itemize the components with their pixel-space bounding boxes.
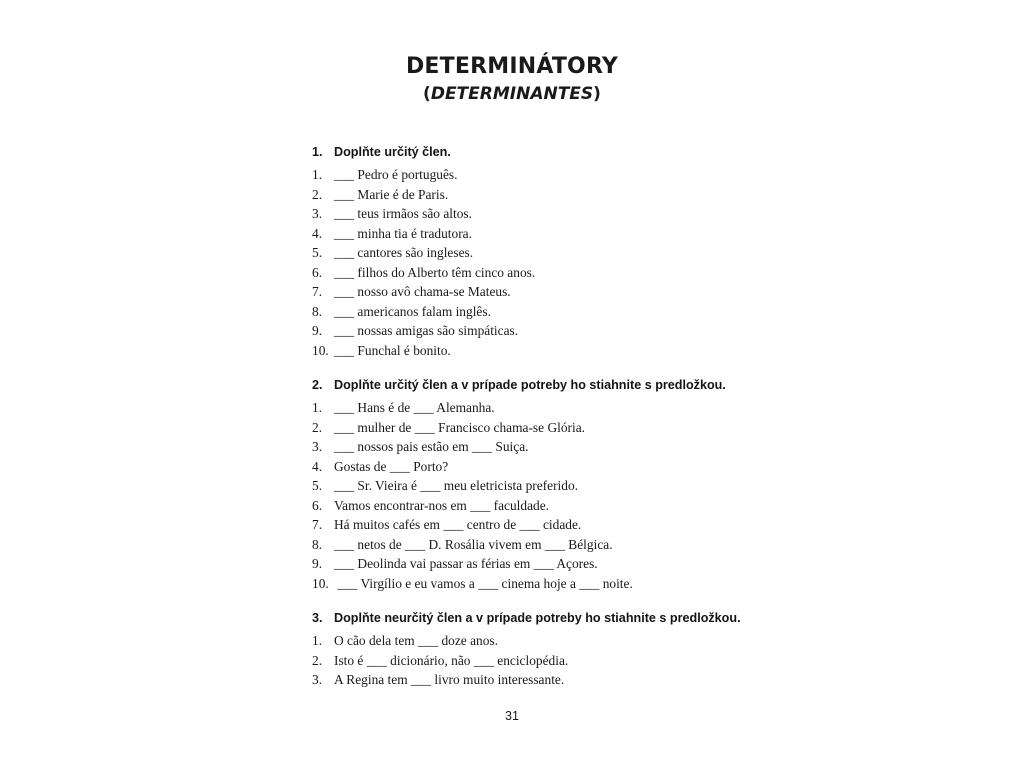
exercise-item	[312, 476, 792, 496]
item-number: 3.	[312, 439, 323, 454]
subtitle-close-paren: )	[593, 84, 601, 104]
item-text: O cão dela tem ___ doze anos.	[334, 633, 498, 648]
exercise-instruction: Doplňte neurčitý člen a v prípade potreby ho stiahnite s predložkou.	[334, 611, 741, 625]
exercise-item	[312, 398, 792, 418]
exercise-section	[312, 374, 792, 593]
exercise-heading	[312, 607, 792, 631]
exercise-list	[312, 631, 792, 690]
item-number: 9.	[312, 556, 323, 571]
exercise-heading	[312, 141, 792, 165]
exercise-item	[312, 554, 792, 574]
exercise-number: 1.	[312, 145, 323, 159]
item-number: 5.	[312, 245, 323, 260]
item-text: ___ mulher de ___ Francisco chama-se Glória.	[334, 419, 585, 435]
exercise-item	[312, 282, 792, 302]
exercise-number: 2.	[312, 378, 323, 392]
exercise-list	[312, 165, 792, 360]
page-title: DETERMINÁTORY	[405, 54, 619, 79]
exercise-number: 3.	[312, 611, 323, 625]
item-number: 9.	[312, 323, 323, 338]
exercise-section	[312, 607, 792, 690]
item-text: ___ Hans é de ___ Alemanha.	[334, 400, 495, 415]
item-number: 2.	[312, 186, 323, 202]
subtitle-open-paren: (	[423, 84, 431, 104]
exercise-item	[312, 515, 792, 535]
item-text: ___ Pedro é português.	[334, 167, 458, 182]
subtitle-text: DETERMINANTES	[430, 84, 594, 104]
item-number: 7.	[312, 284, 323, 299]
item-text: ___ Sr. Vieira é ___ meu eletricista preferido.	[334, 478, 578, 493]
item-text: ___ Virgílio e eu vamos a ___ cinema hoje a ___ noite.	[334, 575, 633, 591]
item-number: 1.	[312, 633, 323, 648]
item-number: 7.	[312, 517, 323, 532]
exercise-item	[312, 185, 792, 205]
item-number: 4.	[312, 225, 323, 241]
item-text: ___ americanos falam inglês.	[334, 303, 491, 319]
item-number: 6.	[312, 264, 323, 280]
exercise-item	[312, 165, 792, 185]
item-number: 3.	[312, 672, 323, 687]
exercise-instruction: Doplňte určitý člen a v prípade potreby ho stiahnite s predložkou.	[334, 378, 726, 392]
exercise-item	[312, 321, 792, 341]
item-number: 2.	[312, 652, 323, 668]
exercise-item	[312, 631, 792, 651]
exercise-item	[312, 302, 792, 322]
exercise-content	[312, 141, 792, 690]
item-text: Gostas de ___ Porto?	[334, 458, 449, 474]
item-text: ___ teus irmãos são altos.	[334, 206, 472, 221]
page-number: 31	[505, 709, 519, 723]
exercise-item	[312, 418, 792, 438]
exercise-item	[312, 341, 792, 361]
item-text: ___ Funchal é bonito.	[334, 342, 451, 358]
item-text: ___ nosso avô chama-se Mateus.	[334, 284, 511, 299]
exercise-item	[312, 457, 792, 477]
exercise-instruction: Doplňte určitý člen.	[334, 145, 451, 159]
exercise-item	[312, 437, 792, 457]
item-number: 2.	[312, 419, 323, 435]
item-text: ___ Deolinda vai passar as férias em ___ Açores.	[334, 556, 598, 571]
exercise-heading	[312, 374, 792, 398]
item-number: 4.	[312, 458, 323, 474]
item-text: ___ filhos do Alberto têm cinco anos.	[334, 264, 536, 280]
exercise-section	[312, 141, 792, 360]
item-text: Há muitos cafés em ___ centro de ___ cidade.	[334, 517, 582, 532]
item-number: 3.	[312, 206, 323, 221]
exercise-item	[312, 204, 792, 224]
item-text: ___ nossos pais estão em ___ Suiça.	[334, 439, 529, 454]
item-number: 1.	[312, 167, 323, 182]
exercise-item	[312, 574, 792, 594]
item-text: ___ minha tia é tradutora.	[334, 225, 472, 241]
exercise-item	[312, 263, 792, 283]
item-number: 10.	[312, 342, 329, 358]
item-text: ___ nossas amigas são simpáticas.	[334, 323, 519, 338]
exercise-item	[312, 243, 792, 263]
exercise-item	[312, 670, 792, 690]
item-number: 10.	[312, 575, 329, 591]
item-number: 5.	[312, 478, 323, 493]
exercise-item	[312, 224, 792, 244]
exercise-list	[312, 398, 792, 593]
item-number: 1.	[312, 400, 323, 415]
exercise-item	[312, 496, 792, 516]
item-text: A Regina tem ___ livro muito interessante.	[334, 672, 565, 687]
item-text: Vamos encontrar-nos em ___ faculdade.	[334, 497, 550, 513]
page-subtitle	[0, 82, 1024, 106]
item-text: ___ Marie é de Paris.	[334, 186, 449, 202]
item-number: 8.	[312, 536, 323, 552]
item-text: ___ cantores são ingleses.	[334, 245, 474, 260]
item-text: Isto é ___ dicionário, não ___ enciclopédia.	[334, 652, 569, 668]
exercise-item	[312, 535, 792, 555]
item-number: 8.	[312, 303, 323, 319]
item-number: 6.	[312, 497, 323, 513]
exercise-item	[312, 651, 792, 671]
item-text: ___ netos de ___ D. Rosália vivem em ___ Bélgica.	[334, 536, 613, 552]
